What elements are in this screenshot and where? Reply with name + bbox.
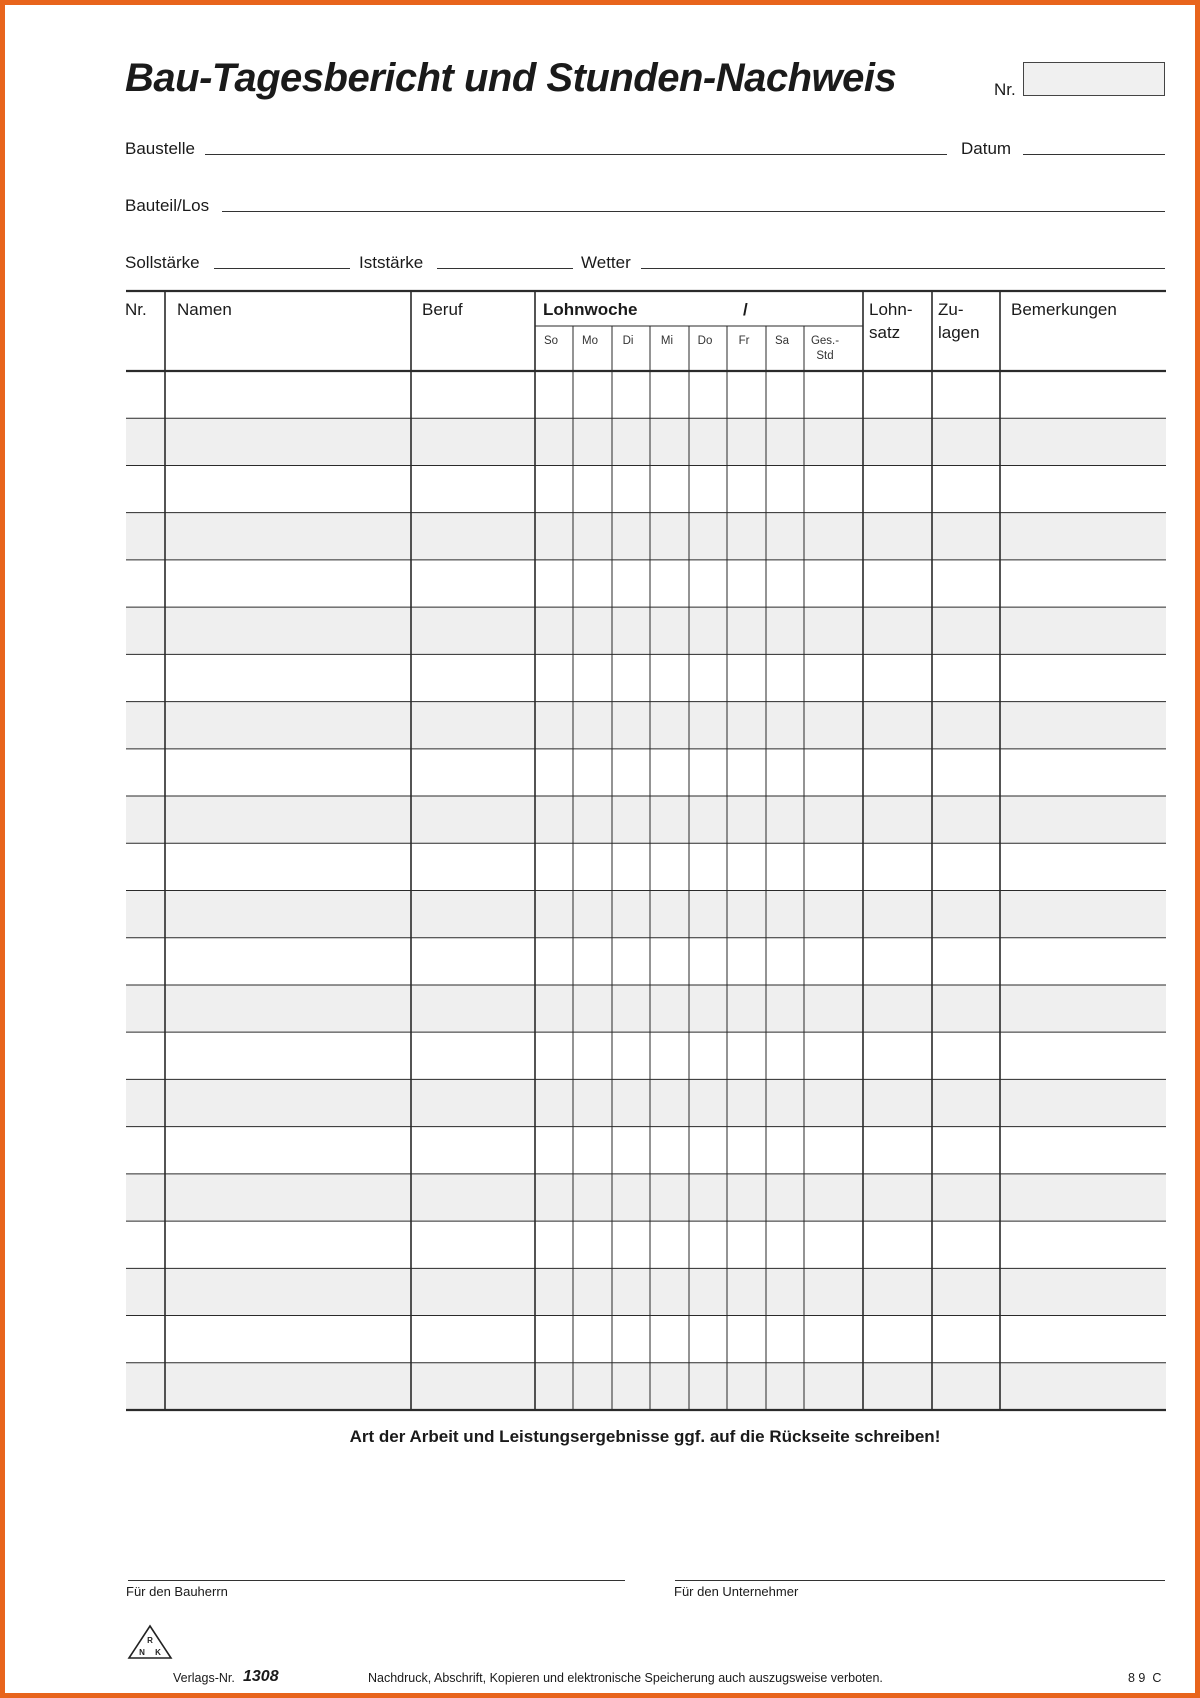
day-sa: Sa	[774, 335, 790, 347]
bauteil-label: Bauteil/Los	[125, 196, 210, 215]
table-row-shade	[126, 418, 1166, 465]
signature-label-unternehmer: Für den Unternehmer	[674, 1584, 799, 1599]
col-header-zulagen-2: lagen	[938, 323, 980, 342]
baustelle-label: Baustelle	[125, 139, 195, 158]
lohnwoche-separator: /	[743, 300, 748, 319]
rnk-logo	[127, 1624, 173, 1660]
sollstaerke-label: Sollstärke	[125, 253, 200, 272]
table-row-shade	[126, 796, 1166, 843]
copyright-notice: Nachdruck, Abschrift, Kopieren und elektronische Speicherung auch auszugsweise verboten.	[368, 1671, 883, 1685]
table-row-shade	[126, 702, 1166, 749]
wetter-label: Wetter	[581, 253, 631, 272]
col-header-nr: Nr.	[125, 300, 147, 319]
col-header-namen: Namen	[177, 300, 232, 319]
instruction-note: Art der Arbeit und Leistungsergebnisse ggf. auf die Rückseite schreiben!	[349, 1427, 941, 1446]
col-header-beruf: Beruf	[422, 300, 463, 319]
day-mi: Mi	[660, 335, 674, 347]
page-title: Bau-Tagesbericht und Stunden-Nachweis	[125, 56, 897, 100]
table-row-shade	[126, 1268, 1166, 1315]
col-header-bemerkungen: Bemerkungen	[1011, 300, 1117, 319]
verlag-number: 1308	[243, 1668, 279, 1685]
signature-line-unternehmer[interactable]	[675, 1580, 1165, 1581]
signature-label-bauherr: Für den Bauherrn	[126, 1584, 228, 1599]
day-fr: Fr	[738, 335, 750, 347]
col-header-lohnsatz-2: satz	[869, 323, 901, 342]
col-header-zulagen-1: Zu-	[938, 300, 964, 319]
col-header-lohnwoche: Lohnwoche	[543, 300, 638, 319]
table-row-shade	[126, 1363, 1166, 1410]
table-row-shade	[126, 513, 1166, 560]
day-so: So	[543, 335, 559, 347]
table-row-shade	[126, 1079, 1166, 1126]
iststaerke-label: Iststärke	[359, 253, 424, 272]
form-code: 8 9 C	[1128, 1671, 1162, 1685]
table-row-shade	[126, 891, 1166, 938]
day-do: Do	[697, 335, 713, 347]
signature-line-bauherr[interactable]	[128, 1580, 625, 1581]
table-row-shade	[126, 1174, 1166, 1221]
table-row-shade	[126, 607, 1166, 654]
verlag-label: Verlags-Nr.	[173, 1671, 235, 1685]
nr-label: Nr.	[994, 80, 1016, 99]
svg-text:N: N	[139, 1648, 145, 1657]
day-ges-line1: Ges.-	[810, 335, 840, 347]
day-mo: Mo	[582, 335, 598, 347]
svg-text:K: K	[155, 1648, 161, 1657]
day-di: Di	[622, 335, 634, 347]
datum-label: Datum	[961, 139, 1012, 158]
table-row-shade	[126, 985, 1166, 1032]
day-ges-line2: Std	[816, 350, 834, 362]
col-header-lohnsatz-1: Lohn-	[869, 300, 913, 319]
svg-text:R: R	[147, 1636, 153, 1645]
